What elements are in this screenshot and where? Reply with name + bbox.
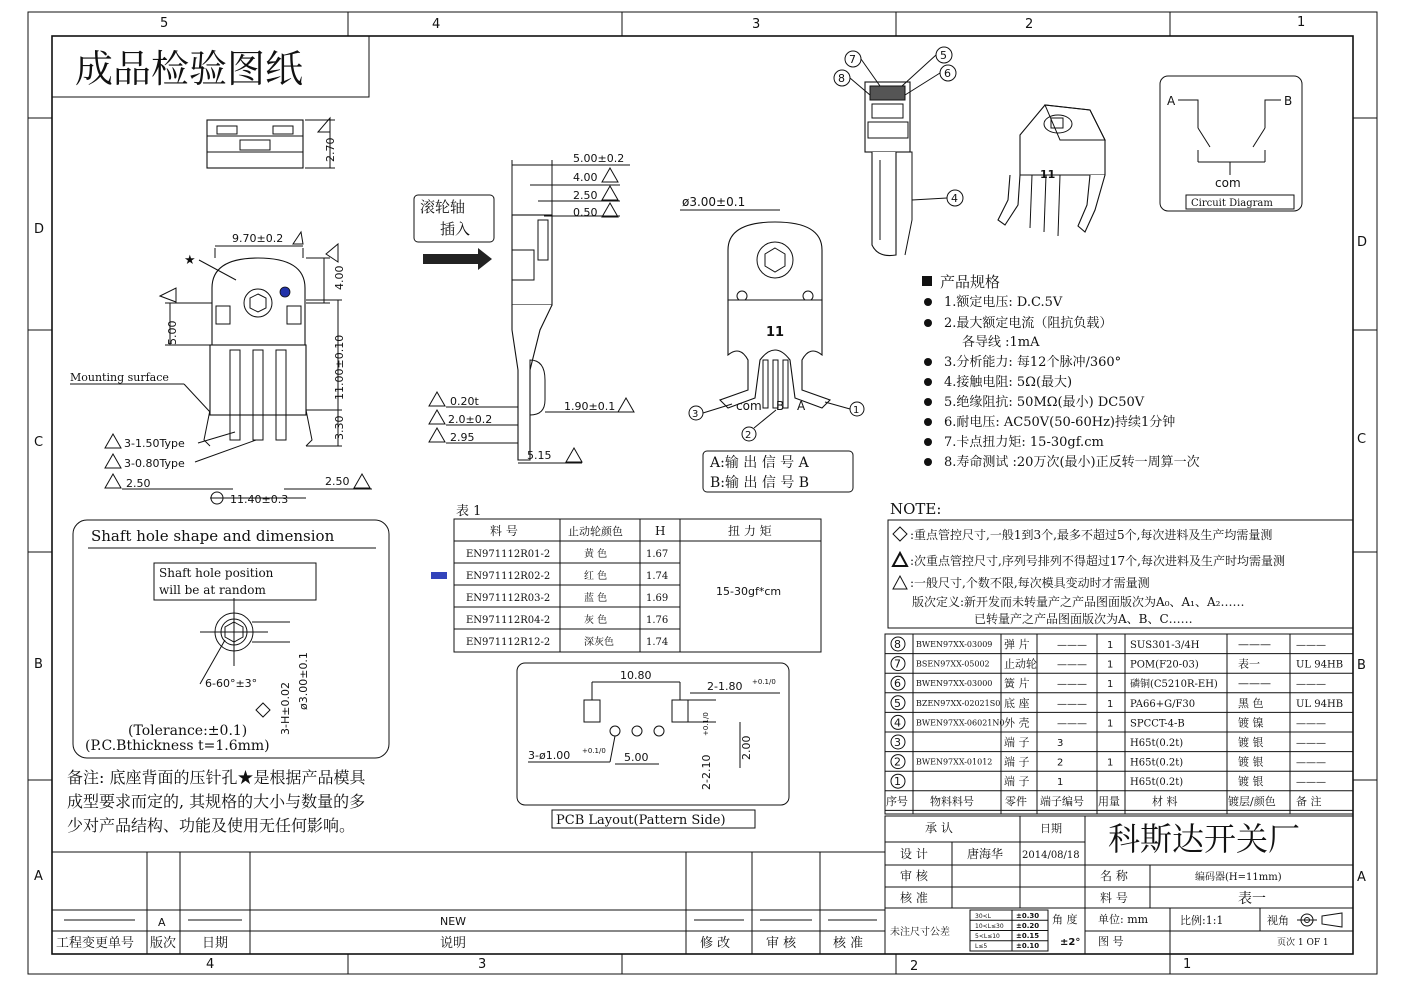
bom-row-qty: 1 [1107, 698, 1114, 710]
table1-header-color: 止动轮颜色 [568, 525, 623, 538]
tb-drawing-no-label: 图 号 [1098, 935, 1124, 948]
bom-row-no: 2 [894, 755, 901, 769]
tb-angle-label: 角 度 [1052, 913, 1078, 926]
callout-7: 7 [849, 53, 856, 66]
bom-row-note: ——— [1296, 777, 1326, 789]
bom-header-3: 端子编号 [1040, 794, 1084, 808]
shaft-position-note-2: will be at random [159, 583, 266, 597]
spec-bullet [924, 378, 932, 386]
tol-range: 5<L≤10 [975, 933, 1000, 940]
isometric-marking: 11 [1040, 168, 1056, 181]
row-label-right-b: B [1357, 658, 1366, 673]
tb-view-label: 视角 [1267, 914, 1289, 927]
tb-name-label: 名 称 [1100, 869, 1128, 883]
front-dim-4: 4.00 [333, 265, 346, 290]
isometric-view [998, 105, 1105, 236]
callout-4: 4 [951, 192, 958, 205]
spec-bullet [924, 458, 932, 466]
side-dim-515: 5.15 [527, 449, 552, 462]
signal-b-label: B:输 出 信 号 B [710, 475, 810, 491]
tb-unit: 单位: mm [1098, 913, 1149, 926]
bom-row-qty: 1 [1107, 757, 1114, 769]
shaft-diameter-dim: ø3.00±0.1 [682, 195, 746, 209]
tb-design-label: 设 计 [900, 847, 928, 861]
circuit-diagram [1160, 76, 1302, 211]
circuit-terminal-b: B [1284, 94, 1293, 108]
bom-row-terminal: 1 [1057, 777, 1064, 789]
spec-item-3: 3.分析能力: 每12个脉冲/360° [944, 355, 1122, 370]
remark-line-2: 成型要求而定的, 其规格的大小与数量的多 [67, 792, 366, 811]
tb-company: 科斯达开关厂 [1108, 820, 1301, 858]
front-dim-11: 11.00±0.10 [333, 334, 346, 400]
bom-header-7: 备 注 [1296, 794, 1322, 808]
front-view [70, 232, 372, 506]
bom-row-finish: ——— [1238, 677, 1271, 691]
bom-row-qty: 1 [1107, 679, 1114, 691]
tb-approve-label: 承 认 [925, 821, 953, 835]
note-block [888, 500, 1353, 628]
pcb-dim-100-tol: +0.1/0 [582, 747, 606, 755]
rev-header-date: 日期 [202, 936, 229, 951]
callout-6: 6 [944, 67, 951, 80]
table1-cell-part: EN971112R04-2 [466, 615, 551, 626]
insert-note-line1: 滚轮轴 [420, 198, 466, 216]
bom-row-terminal: ——— [1057, 679, 1087, 691]
bom-row-no: 1 [894, 775, 901, 789]
callout-3: 3 [692, 409, 699, 420]
shaft-insert-note [414, 195, 494, 270]
bom-row-finish: 镀 银 [1238, 775, 1264, 789]
table1-cell-h: 1.74 [646, 637, 669, 648]
bom-row-partno: BSEN97XX-05002 [916, 659, 990, 669]
pcb-dim-100: 3-ø1.00 [528, 749, 571, 762]
revision-letter: A [158, 916, 166, 929]
exploded-view [834, 47, 963, 256]
bom-row-finish: ——— [1238, 638, 1271, 651]
drawing-title: 成品检验图纸 [75, 47, 304, 91]
pcb-dim-210: 2-2.10 [700, 754, 713, 790]
bom-row-name: 端 子 [1004, 736, 1030, 749]
col-label-top-5: 5 [160, 16, 169, 31]
bom-row-note: ——— [1296, 738, 1326, 749]
bom-row-finish: 镀 银 [1238, 755, 1264, 769]
table1-cell-part: EN971112R01-2 [466, 549, 551, 560]
bom-row-partno: BWEN97XX-03000 [916, 679, 993, 689]
table1-cell-h: 1.67 [646, 549, 669, 560]
spec-sub-item: 各导线 :1mA [962, 335, 1040, 350]
table1-cell-part: EN971112R03-2 [466, 593, 551, 604]
pin-b-label: B [776, 399, 785, 413]
tol-value: ±0.15 [1016, 932, 1040, 940]
spec-bullet [924, 319, 932, 327]
circuit-terminal-com: com [1215, 176, 1241, 190]
spec-bullet [924, 418, 932, 426]
type-080-label: 3-0.80Type [124, 457, 185, 470]
bom-row-material: 磷铜(C5210R-EH) [1130, 679, 1218, 691]
bom-row-partno: BWEN97XX-01012 [916, 757, 993, 767]
bom-row-name: 弹 片 [1004, 638, 1030, 651]
tb-design-date: 2014/08/18 [1022, 850, 1080, 861]
table1-caption: 表 1 [456, 504, 482, 519]
front-view-2 [680, 195, 864, 492]
rev-header-version: 版次 [150, 936, 177, 951]
bom-row-terminal: 2 [1057, 757, 1064, 769]
side-dim-250: 2.50 [573, 189, 598, 202]
projection-symbol [1297, 913, 1342, 927]
bom-row-note: ——— [1296, 757, 1326, 769]
table1-header-torque: 扭 力 矩 [728, 524, 772, 538]
pcb-dim-200: 2.00 [740, 735, 753, 760]
shaft-h-dim: 3-H±0.02 [279, 682, 292, 735]
left-pitch-dim: 2.50 [126, 477, 151, 490]
shaft-d-dim: ø3.00±0.1 [297, 652, 310, 710]
tb-page: 页次 1 OF 1 [1277, 938, 1329, 948]
side-dim-020: 0.20t [450, 395, 479, 408]
rev-header-ecn: 工程变更单号 [56, 936, 135, 951]
bom-row-no: 7 [894, 657, 901, 671]
top-height-dim: 2.70 [324, 137, 337, 162]
note-line-5: 已转量产之产品图面版次为A、B、C…… [974, 612, 1193, 626]
bom-row-name: 端 子 [1004, 755, 1030, 769]
bom-header-6: 镀层/颜色 [1228, 794, 1276, 808]
pin-com-label: com [736, 399, 762, 413]
bom-header-2: 零件 [1005, 794, 1027, 808]
table1-cell-h: 1.69 [646, 593, 669, 604]
shaft-hole-panel [73, 520, 389, 758]
spec-item-5: 5.绝缘阻抗: 50MΩ(最小) DC50V [944, 395, 1145, 410]
side-dim-190: 1.90±0.1 [564, 400, 616, 413]
bom-header-5: 材 料 [1152, 794, 1178, 808]
bom-header-4: 用量 [1098, 794, 1120, 808]
bom-row-name: 端 子 [1004, 775, 1030, 789]
table-1 [431, 504, 821, 652]
row-label-right-c: C [1357, 432, 1367, 447]
callout-5: 5 [940, 49, 947, 62]
table1-cell-h: 1.74 [646, 571, 669, 582]
spec-item-1: 1.额定电压: D.C.5V [944, 295, 1063, 310]
bom-row-note: UL 94HB [1296, 698, 1344, 710]
bom-row-name: 止动轮 [1004, 657, 1037, 671]
spec-item-4: 4.接触电阻: 5Ω(最大) [944, 375, 1073, 390]
front2-marking: 11 [766, 325, 785, 340]
tol-value: ±0.10 [1016, 942, 1040, 950]
front-width-dim: 9.70±0.2 [232, 232, 284, 245]
col-label-bottom-2: 2 [910, 959, 919, 974]
title-box [52, 36, 369, 97]
bom-row-qty: 1 [1107, 640, 1114, 651]
title-block [885, 816, 1353, 954]
rev-header-approve: 核 准 [833, 936, 864, 951]
revision-description: NEW [440, 915, 467, 928]
bom-row-material: SUS301-3/4H [1130, 640, 1200, 651]
bom-row-material: H65t(0.2t) [1130, 777, 1184, 789]
right-pitch-dim: 2.50 [325, 475, 350, 488]
table1-cell-color: 蓝 色 [584, 593, 608, 604]
col-label-bottom-4: 4 [206, 957, 215, 972]
bom-header-0: 序号 [886, 794, 908, 808]
row-label-left-c: C [34, 435, 44, 450]
bom-row-finish: 镀 银 [1238, 736, 1264, 749]
insert-arrow [423, 248, 492, 270]
top-view [207, 118, 337, 168]
col-label-top-1: 1 [1297, 15, 1306, 30]
side-dim-050: 0.50 [573, 206, 598, 219]
bom-row-terminal: ——— [1057, 659, 1087, 671]
spec-item-7: 7.卡点扭力矩: 15-30gf.cm [944, 435, 1104, 450]
bom-row-material: H65t(0.2t) [1130, 757, 1184, 769]
bom-row-name: 外 壳 [1004, 716, 1030, 730]
side-dim-500: 5.00±0.2 [573, 152, 625, 165]
bom-row-material: H65t(0.2t) [1130, 738, 1184, 749]
tb-name-value: 编码器(H=11mm) [1195, 872, 1282, 883]
spec-bullet [924, 438, 932, 446]
pcb-layout [517, 663, 789, 828]
pcb-dim-1080: 10.80 [620, 669, 652, 682]
signal-a-label: A:输 出 信 号 A [710, 455, 809, 471]
col-label-bottom-1: 1 [1183, 957, 1192, 972]
bom-header-1: 物料料号 [930, 794, 974, 808]
tb-verify-label: 核 准 [900, 891, 928, 905]
rev-header-review: 审 核 [766, 936, 797, 951]
tb-scale: 比例:1:1 [1180, 914, 1224, 927]
bom-row-note: ——— [1296, 718, 1326, 730]
bom-row-finish: 镀 镍 [1238, 716, 1264, 730]
row-label-right-d: D [1357, 235, 1368, 250]
table1-header-part: 料 号 [490, 524, 518, 538]
specs-heading: 产品规格 [940, 273, 1001, 291]
tol-value: ±0.20 [1016, 922, 1040, 930]
bom-row-terminal: 3 [1057, 738, 1064, 749]
bom-row-material: SPCCT-4-B [1130, 718, 1185, 730]
col-label-top-3: 3 [752, 17, 761, 32]
front-dim-330: 3.30 [333, 415, 346, 440]
table1-header-h: H [655, 524, 666, 538]
remark-block [67, 768, 366, 835]
shaft-tolerance: (Tolerance:±0.1) [128, 723, 248, 739]
tb-angle-value: ±2° [1060, 937, 1081, 948]
bom-row-name: 簧 片 [1004, 677, 1030, 691]
bom-row-no: 4 [894, 716, 901, 730]
col-label-top-2: 2 [1025, 17, 1034, 32]
bom-row-no: 5 [894, 696, 901, 710]
tol-range: 10<L≤30 [975, 923, 1004, 930]
table1-cell-h: 1.76 [646, 615, 669, 626]
bom-row-note: ——— [1296, 679, 1326, 691]
col-label-bottom-3: 3 [478, 957, 487, 972]
bom-row-partno: BWEN97XX-06021N0 [916, 718, 1005, 728]
table1-cell-color: 红 色 [584, 571, 608, 582]
note-line-3: :一般尺寸,个数不限,每次模具变动时才需量测 [910, 576, 1150, 590]
bom-row-material: PA66+G/F30 [1130, 698, 1196, 710]
row-label-right-a: A [1357, 870, 1366, 885]
bom-row-note: ——— [1296, 640, 1326, 651]
spec-bullet [924, 358, 932, 366]
tb-part-label: 料 号 [1100, 891, 1128, 905]
tol-value: ±0.30 [1016, 912, 1040, 920]
bom-row-finish: 黑 色 [1238, 696, 1264, 710]
table1-cell-color: 黄 色 [584, 549, 608, 560]
table1-cell-part: EN971112R12-2 [466, 637, 551, 648]
bom-row-partno: BZEN97XX-02021S0 [916, 698, 1001, 708]
shaft-pcb-thickness: (P.C.Bthickness t=1.6mm) [85, 738, 270, 754]
row-label-left-b: B [34, 657, 43, 672]
bom-row-partno: BWEN97XX-03009 [916, 640, 993, 649]
type-150-label: 3-1.50Type [124, 437, 185, 450]
spec-bullet [924, 298, 932, 306]
bom-row-no: 8 [894, 638, 901, 651]
bom-row-note: UL 94HB [1296, 659, 1344, 671]
note-heading: NOTE: [890, 500, 942, 518]
note-line-4: 版次定义:新开发而未转量产之产品图面版次为A₀、A₁、A₂…… [912, 595, 1245, 609]
table1-cell-part: EN971112R02-2 [466, 571, 551, 582]
bom-row-material: POM(F20-03) [1130, 659, 1199, 671]
tb-date-label: 日期 [1040, 822, 1062, 835]
spec-bullet [924, 398, 932, 406]
bom-row-qty: 1 [1107, 718, 1114, 730]
table1-cell-color: 灰 色 [584, 615, 608, 626]
tb-tolerance-label: 未注尺寸公差 [890, 927, 950, 938]
circuit-terminal-a: A [1167, 94, 1176, 108]
bom-row-terminal: ——— [1057, 640, 1087, 651]
orientation-dot [280, 287, 290, 297]
rev-header-modify: 修 改 [700, 936, 731, 951]
front-overall-dim: 11.40±0.3 [230, 493, 289, 506]
tb-check-label: 审 核 [900, 869, 928, 883]
col-label-top-4: 4 [432, 17, 441, 32]
tb-designer: 唐海华 [967, 847, 1004, 861]
spec-item-2: 2.最大额定电流（阻抗负载） [944, 316, 1113, 331]
bom-row-qty: 1 [1107, 659, 1114, 671]
bom-row-finish: 表一 [1238, 657, 1260, 671]
side-dim-295: 2.95 [450, 431, 475, 444]
revision-table [52, 852, 885, 954]
side-dim-400: 4.00 [573, 171, 598, 184]
shaft-panel-title: Shaft hole shape and dimension [91, 527, 335, 545]
front-dim-5: 5.00 [166, 320, 179, 345]
tb-part-value: 表一 [1238, 891, 1266, 907]
bom-row-name: 底 座 [1004, 696, 1030, 710]
spec-item-6: 6.耐电压: AC50V(50-60Hz)持续1分钟 [944, 415, 1176, 430]
insert-note-line2: 插入 [440, 220, 471, 238]
bom-row-no: 6 [894, 677, 901, 691]
callout-8: 8 [838, 72, 845, 85]
bom-row-terminal: ——— [1057, 718, 1087, 730]
pcb-dim-210-tol: +0.1/0 [702, 712, 710, 736]
press-pin-star: ★ [184, 253, 196, 268]
callout-1: 1 [853, 405, 860, 416]
product-specs [922, 273, 1200, 470]
bom-table [885, 634, 1353, 814]
circuit-caption: Circuit Diagram [1191, 198, 1273, 209]
bom-row-terminal: ——— [1057, 698, 1087, 710]
pcb-dim-500: 5.00 [624, 751, 649, 764]
note-line-2: :次重点管控尺寸,序列号排列不得超过17个,每次进料及生产时均需量测 [910, 554, 1285, 568]
shaft-position-note-1: Shaft hole position [159, 566, 274, 580]
table1-torque-value: 15-30gf*cm [716, 585, 782, 598]
bom-row-no: 3 [894, 736, 901, 749]
remark-line-1: 备注: 底座背面的压针孔★是根据产品模具 [67, 768, 366, 787]
pin-a-label: A [797, 399, 806, 413]
callout-2: 2 [745, 430, 752, 441]
tol-range: L≤5 [975, 943, 988, 950]
shaft-angle-dim: 6-60°±3° [205, 677, 258, 690]
spec-item-8: 8.寿命测试 :20万次(最小)正反转一周算一次 [944, 455, 1200, 470]
pcb-dim-180-tol: +0.1/0 [752, 678, 776, 686]
rev-header-description: 说明 [440, 936, 467, 951]
remark-line-3: 少对产品结构、功能及使用无任何影响。 [67, 816, 356, 835]
row-label-left-a: A [34, 869, 43, 884]
side-dim-20: 2.0±0.2 [448, 413, 493, 426]
tol-range: 30<L [975, 913, 992, 920]
pcb-dim-180: 2-1.80 [707, 680, 743, 693]
table1-cell-color: 深灰色 [584, 637, 614, 648]
pcb-caption: PCB Layout(Pattern Side) [556, 813, 726, 828]
mounting-surface-label: Mounting surface [70, 371, 169, 384]
note-line-1: :重点管控尺寸,一般1到3个,最多不超过5个,每次进料及生产均需量测 [910, 528, 1273, 542]
row-label-left-d: D [34, 222, 45, 237]
